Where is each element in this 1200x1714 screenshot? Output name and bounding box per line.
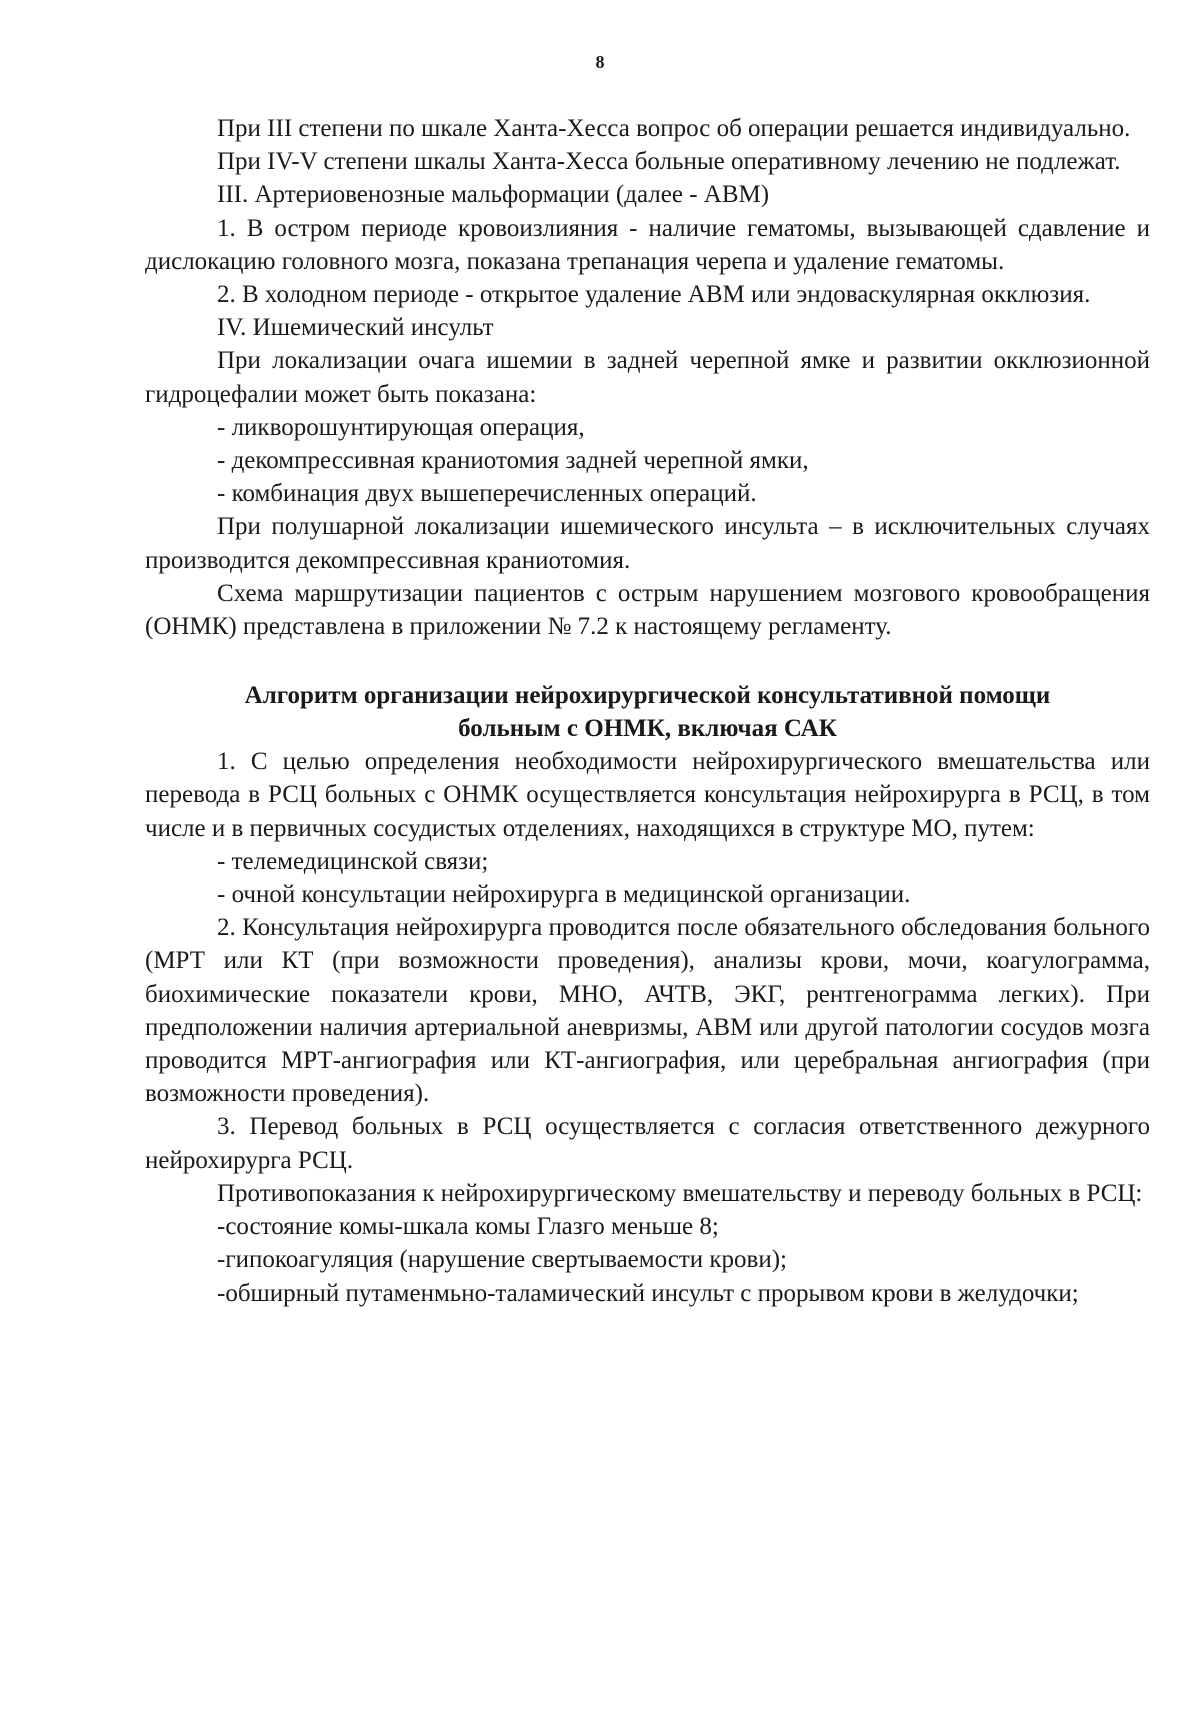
- list-item: -состояние комы-шкала комы Глазго меньше 8;: [217, 1213, 719, 1241]
- list-item: -гипокоагуляция (нарушение свертываемости крови);: [217, 1246, 787, 1274]
- paragraph-avm-acute: 1. В остром периоде кровоизлияния - наличие гематомы, вызывающей сдавление и дислокацию головного мозга, показана трепанация черепа и удаление гематомы.: [145, 214, 1150, 275]
- paragraph-contraindications: Противопоказания к нейрохирургическому вмешательству и переводу больных в РСЦ:: [217, 1179, 1143, 1207]
- list-item: - очной консультации нейрохирурга в медицинской организации.: [217, 881, 911, 909]
- list-item: - комбинация двух вышеперечисленных операций.: [217, 480, 757, 508]
- section-title-line-1: Алгоритм организации нейрохирургической консультативной помощи: [244, 682, 1051, 710]
- paragraph-hemispheric: При полушарной локализации ишемического инсульта – в исключительных случаях производится декомпрессивная краниотомия.: [145, 513, 1150, 574]
- page-number: 8: [595, 52, 605, 72]
- section-title-line-2: больным с ОНМК, включая САК: [458, 715, 837, 743]
- paragraph-hunt-hess-3: При III степени по шкале Ханта-Хесса вопрос об операции решается индивидуально.: [217, 115, 1131, 142]
- paragraph-ischemia-localization: При локализации очага ишемии в задней черепной ямке и развитии окклюзионной гидроцефалии может быть показана:: [145, 347, 1150, 408]
- paragraph-consultation-exam: 2. Консультация нейрохирурга проводится после обязательного обследования больного (МРТ или КТ (при возможности проведения), анализы крови, мочи, коагулограмма, биохимические показатели крови, МНО, АЧТВ, ЭКГ, рентгенограмма легких). При предположении наличия артериальной аневризмы, АВМ или другой патологии сосудов мозга проводится МРТ-ангиография или КТ-ангиография, или церебральная ангиография (при возможности проведения).: [145, 914, 1150, 1108]
- section-heading-ischemic: IV. Ишемический инсульт: [217, 314, 494, 342]
- paragraph-consultation-purpose: 1. С целью определения необходимости нейрохирургического вмешательства или перевода в РСЦ больных с ОНМК осуществляется консультация нейрохирурга в РСЦ, в том числе и в первичных сосудистых отделениях, находящихся в структуре МО, путем:: [145, 748, 1150, 842]
- section-heading-avm: III. Артериовенозные мальформации (далее - АВМ): [217, 181, 770, 209]
- paragraph-transfer: 3. Перевод больных в РСЦ осуществляется с согласия ответственного дежурного нейрохирурга РСЦ.: [145, 1113, 1150, 1174]
- list-item: - ликворошунтирующая операция,: [217, 413, 585, 441]
- paragraph-routing-scheme: Схема маршрутизации пациентов с острым нарушением мозгового кровообращения (ОНМК) представлена в приложении № 7.2 к настоящему регламенту.: [145, 579, 1150, 641]
- list-item: -обширный путаменмьно-таламический инсульт с прорывом крови в желудочки;: [217, 1279, 1079, 1307]
- document-body: [145, 112, 1150, 1310]
- paragraph-avm-cold: 2. В холодном периоде - открытое удаление АВМ или эндоваскулярная окклюзия.: [217, 281, 1091, 309]
- list-item: - декомпрессивная краниотомия задней черепной ямки,: [217, 447, 809, 475]
- list-item: - телемедицинской связи;: [217, 847, 489, 875]
- paragraph-hunt-hess-4-5: При IV-V степени шкалы Ханта-Хесса больные оперативному лечению не подлежат.: [217, 148, 1121, 176]
- section-title: [145, 679, 1150, 745]
